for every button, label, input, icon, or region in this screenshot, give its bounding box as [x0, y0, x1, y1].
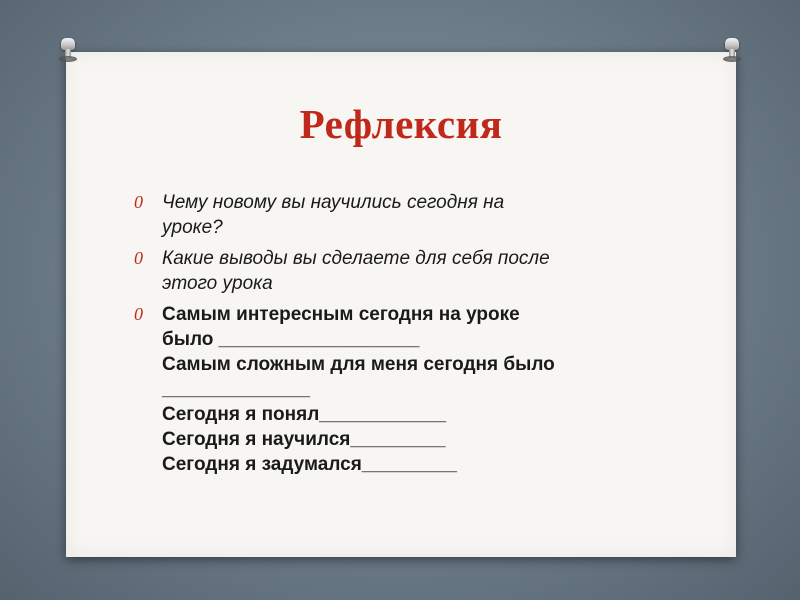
- list-item-text: было ___________________: [162, 329, 420, 350]
- list-item-text: Самым интересным сегодня на уроке: [162, 304, 520, 325]
- list-item-text: Сегодня я задумался_________: [162, 454, 457, 475]
- list-item: [134, 302, 694, 477]
- pushpin-icon: [722, 38, 742, 62]
- list-item-text: Сегодня я научился_________: [162, 429, 446, 450]
- list-item-text: Самым сложным для меня сегодня было: [162, 354, 555, 375]
- bullet-icon: 0: [134, 248, 143, 268]
- list-item-text: уроке?: [162, 217, 223, 238]
- list-item-text: этого урока: [162, 273, 273, 294]
- list-item: [134, 246, 694, 296]
- bullet-icon: 0: [134, 304, 143, 324]
- list-item: [134, 190, 694, 240]
- list-item-text: ______________: [162, 379, 310, 400]
- slide-title: Рефлексия: [299, 101, 503, 147]
- list-item-text: Чему новому вы научились сегодня на: [162, 192, 505, 213]
- list-item-text: Сегодня я понял____________: [162, 404, 447, 425]
- bullet-icon: 0: [134, 192, 143, 212]
- bullet-list: [134, 190, 694, 483]
- pushpin-icon: [58, 38, 78, 62]
- list-item-text: Какие выводы вы сделаете для себя после: [162, 248, 550, 269]
